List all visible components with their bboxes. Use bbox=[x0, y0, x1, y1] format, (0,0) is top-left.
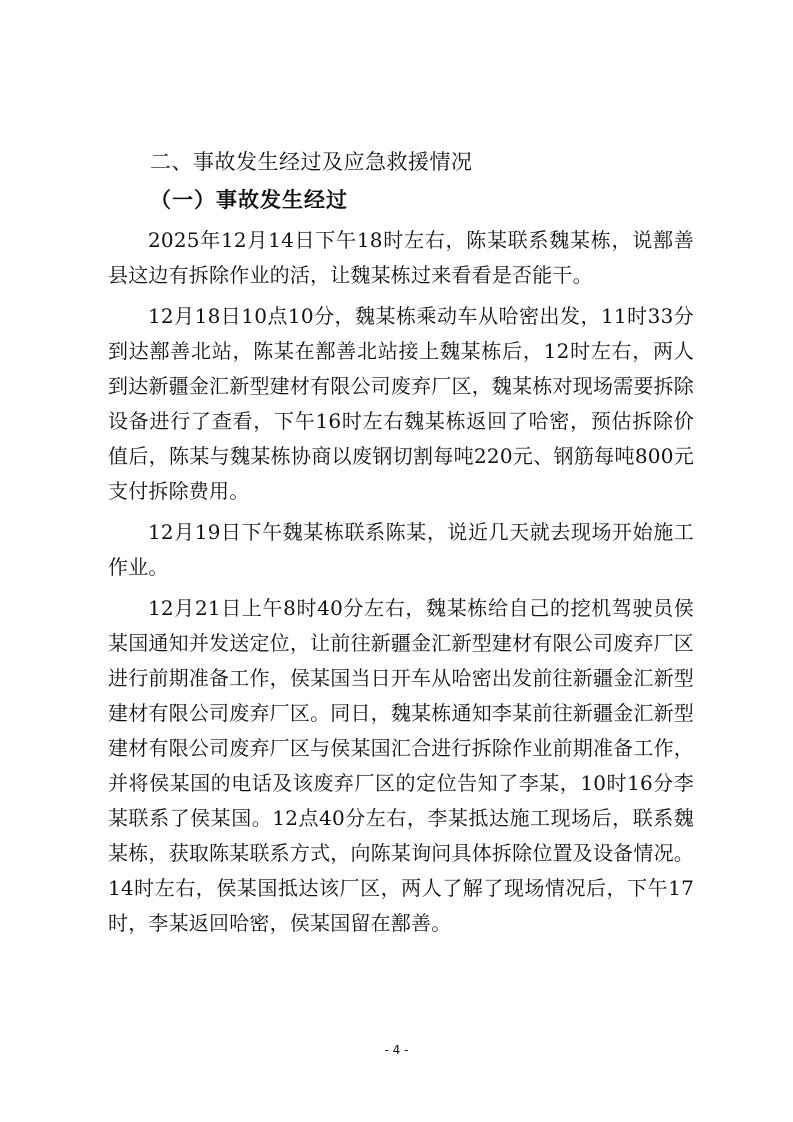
paragraph-3: 12月19日下午魏某栋联系陈某，说近几天就去现场开始施工作业。 bbox=[108, 520, 694, 579]
subsection-heading: （一）事故发生经过 bbox=[150, 188, 348, 212]
section-heading-block bbox=[108, 148, 694, 176]
paragraph-4: 12月21日上午8时40分左右，魏某栋给自己的挖机驾驶员侯某国通知并发送定位，让前往新疆金汇新型建材有限公司废弃厂区进行前期准备工作，侯某国当日开车从哈密出发前往新疆金汇新型建材有限公司废弃厂区。同日，魏某栋通知李某前往新疆金汇新型建材有限公司废弃厂区与侯某国汇合进行拆除作业前期准备工作，并将侯某国的电话及该废弃厂区的定位告知了李某，10时16分李某联系了侯某国。12点40分左右，李某抵达施工现场后，联系魏某栋，获取陈某联系方式，向陈某询问具体拆除位置及设备情况。14时左右，侯某国抵达该厂区，两人了解了现场情况后，下午17时，李某返回哈密，侯某国留在鄯善。 bbox=[108, 596, 694, 935]
section-heading: 二、事故发生经过及应急救援情况 bbox=[150, 150, 473, 174]
subsection-heading-block bbox=[150, 186, 736, 214]
body-text bbox=[108, 223, 694, 941]
page-number: - 4 - bbox=[384, 1043, 409, 1057]
paragraph-2: 12月18日10点10分，魏某栋乘动车从哈密出发，11时33分到达鄯善北站，陈某在鄯善北站接上魏某栋后，12时左右，两人到达新疆金汇新型建材有限公司废弃厂区，魏某栋对现场需要拆除设备进行了查看，下午16时左右魏某栋返回了哈密，预估拆除价值后，陈某与魏某栋协商以废钢切割每吨220元、钢筋每吨800元支付拆除费用。 bbox=[108, 304, 694, 503]
paragraph-1: 2025年12月14日下午18时左右，陈某联系魏某栋，说鄯善县这边有拆除作业的活，让魏某栋过来看看是否能干。 bbox=[108, 228, 694, 287]
